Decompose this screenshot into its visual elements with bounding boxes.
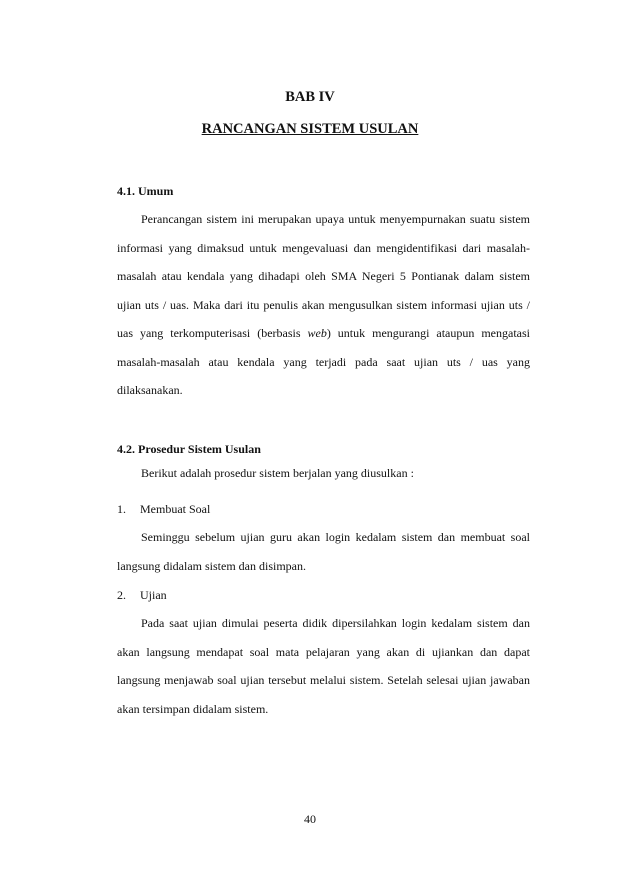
paragraph-text: Perancangan sistem ini merupakan upaya untuk menyempurnakan suatu sistem informasi yang dimaksud untuk mengevaluasi dan mengidentifikasi dari masalah-masalah atau kendala yang dihadapi oleh SMA Negeri 5 Pontianak dalam sistem ujian uts / uas. Maka dari itu penulis akan mengusulkan sistem informasi ujian uts / uas yang terkomputerisasi (berbasis — [117, 212, 530, 340]
paragraph-text: ) untuk mengurangi ataupun mengatasi masalah-masalah atau kendala yang terjadi pada saat ujian uts / uas yang dilaksanakan. — [117, 326, 530, 397]
emphasis-web: web — [307, 326, 327, 340]
list-label-text: Membuat Soal — [140, 502, 211, 516]
section-paragraph-umum — [117, 205, 530, 405]
list-number: 1. — [117, 502, 126, 516]
list-label-text: Ujian — [140, 588, 167, 602]
list-number: 2. — [117, 588, 126, 602]
list-item-label — [117, 581, 167, 610]
section-intro: Berikut adalah prosedur sistem berjalan yang diusulkan : — [141, 466, 414, 480]
chapter-heading: BAB IV — [285, 89, 335, 105]
section-heading-prosedur: 4.2. Prosedur Sistem Usulan — [117, 442, 261, 456]
list-item-label — [117, 495, 210, 524]
section-heading-umum: 4.1. Umum — [117, 184, 174, 198]
list-item-paragraph: Pada saat ujian dimulai peserta didik dipersilahkan login kedalam sistem dan akan langsung mendapat soal mata pelajaran yang akan di ujiankan dan dapat langsung menjawab soal ujian tersebut melalui sistem. Setelah selesai ujian jawaban akan tersimpan didalam sistem. — [117, 616, 530, 716]
page-number: 40 — [304, 812, 316, 826]
chapter-title: RANCANGAN SISTEM USULAN — [201, 121, 419, 137]
list-item-paragraph: Seminggu sebelum ujian guru akan login kedalam sistem dan membuat soal langsung didalam sistem dan disimpan. — [117, 530, 530, 573]
